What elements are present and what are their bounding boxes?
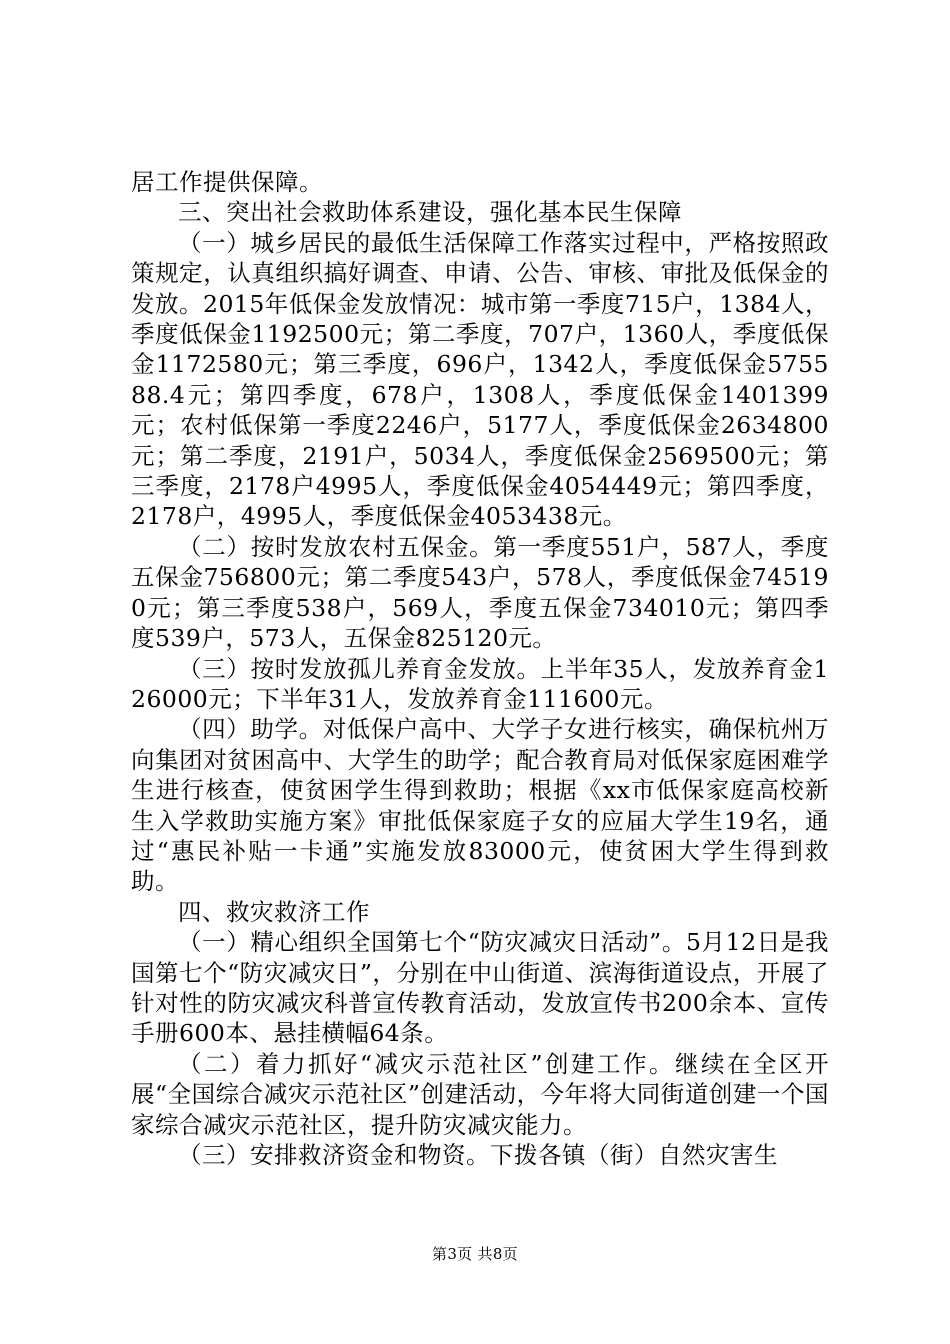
paragraph-continuation: 居工作提供保障。 (131, 168, 323, 196)
paragraph-disaster-prevention-day: （一）精心组织全国第七个“防灾减灾日活动”。5月12日是我国第七个“防灾减灾日”，分别在中山街道、滨海街道设点，开展了针对性的防灾减灾科普宣传教育活动，发放宣传书200余本、宣传手册600本、悬挂横幅64条。 (131, 928, 829, 1048)
paragraph-orphan-support: （三）按时发放孤儿养育金发放。上半年35人，发放养育金126000元；下半年31人，发放养育金111600元。 (131, 654, 829, 713)
paragraph-minimum-living-allowance: （一）城乡居民的最低生活保障工作落实过程中，严格按照政策规定，认真组织搞好调查、申请、公告、审核、审批及低保金的发放。2015年低保金发放情况：城市第一季度715户，1384人，季度低保金1192500元；第二季度，707户，1360人，季度低保金1172580元；第三季度，696户，1342人，季度低保金575588.4元；第四季度，678户，1308人，季度低保金1401399元；农村低保第一季度2246户，5177人，季度低保金2634800元；第二季度，2191户，5034人，季度低保金2569500元；第三季度，2178户4995人，季度低保金4054449元；第四季度，2178户，4995人，季度低保金4053438元。 (131, 228, 829, 531)
paragraph-education-aid: （四）助学。对低保户高中、大学子女进行核实，确保杭州万向集团对贫困高中、大学生的助学；配合教育局对低保家庭困难学生进行核查，使贫困学生得到救助；根据《xx市低保家庭高校新生入学救助实施方案》审批低保家庭子女的应届大学生19名，通过“惠民补贴一卡通”实施发放83000元，使贫困大学生得到救助。 (131, 715, 829, 896)
paragraph-five-guarantees: （二）按时发放农村五保金。第一季度551户，587人，季度五保金756800元；第二季度543户，578人，季度低保金745190元；第三季度538户，569人，季度五保金734010元；第四季度539户，573人，五保金825120元。 (131, 532, 829, 653)
section-heading-social-assistance: 三、突出社会救助体系建设，强化基本民生保障 (178, 198, 682, 227)
page-footer: 第3页 共8页 (432, 1245, 518, 1263)
section-heading-disaster-relief: 四、救灾救济工作 (178, 897, 370, 926)
document-body (131, 167, 829, 1170)
paragraph-demonstration-community: （二）着力抓好“减灾示范社区”创建工作。继续在全区开展“全国综合减灾示范社区”创建活动，今年将大同街道创建一个国家综合减灾示范社区，提升防灾减灾能力。 (131, 1049, 829, 1139)
paragraph-relief-funds: （三）安排救济资金和物资。下拨各镇（街）自然灾害生 (178, 1141, 778, 1169)
